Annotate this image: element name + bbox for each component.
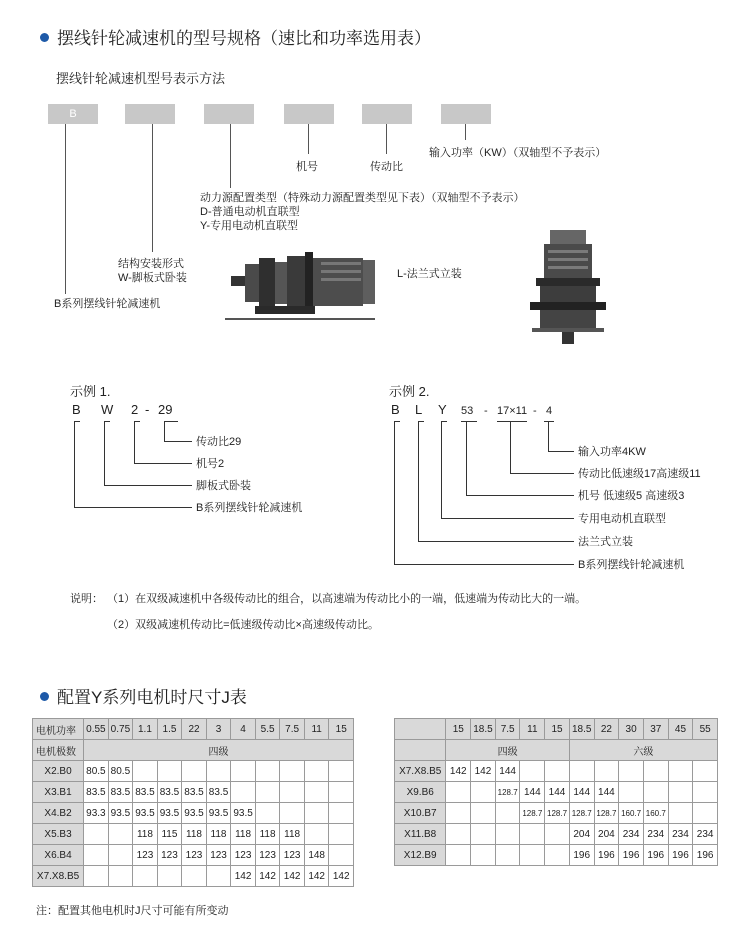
table-cell [545,824,570,845]
table-cell [594,761,619,782]
power-label: 电机功率 [33,719,84,740]
table-cell [693,803,718,824]
table-row [395,761,718,782]
poles-label: 电机极数 [33,740,84,761]
row-model: X4.B2 [33,803,84,824]
example2-code-dash1: - [484,405,488,417]
table-cell: 83.5 [108,782,133,803]
ex2-line-power-h [548,451,574,452]
table-cell: 1.1 [133,719,158,740]
table-cell [668,803,693,824]
table-row [395,845,718,866]
table-cell: 142 [446,761,471,782]
table-row [33,740,354,761]
table-cell: 142 [280,866,305,887]
ex2-line-frame-v [466,421,467,496]
table-cell [133,761,158,782]
table-cell: 142 [471,761,496,782]
connector-series [65,124,66,294]
table-cell: 93.5 [133,803,158,824]
table-cell: 196 [594,845,619,866]
table-row [33,803,354,824]
example1-code-frame: 2 [131,402,139,417]
table-cell: 128.7 [545,803,570,824]
table-cell: 123 [157,845,182,866]
table-row [33,845,354,866]
table-cell: 118 [255,824,280,845]
ex1-line-w-h [104,485,192,486]
table-cell [206,761,231,782]
ex1-line-ratio-v [164,421,165,442]
table-cell: 234 [619,824,644,845]
label-series: B系列摆线针轮减速机 [54,298,161,310]
table-row [33,866,354,887]
table-cell: 80.5 [84,761,109,782]
table-cell [471,845,496,866]
table-cell: 93.5 [157,803,182,824]
table-cell: 83.5 [206,782,231,803]
table-cell: 123 [231,845,256,866]
example2-code-frame: 53 [461,405,474,417]
horizontal-reducer-image [225,246,385,324]
table-cell [569,761,594,782]
footnote: 注：配置其他电机时J尺寸可能有所变动 [36,905,229,917]
example2-code-b: B [391,402,400,417]
label-frame: 机号 [296,161,318,173]
example2-code-y: Y [438,402,447,417]
table-cell: 18.5 [471,719,496,740]
table-cell [495,803,520,824]
table-cell: 128.7 [569,803,594,824]
example2-note-motor: 专用电动机直联型 [578,513,666,525]
example2-note-ratio: 传动比低速级17高速级11 [578,468,701,480]
table-cell [619,761,644,782]
table-cell [446,845,471,866]
label-ratio: 传动比 [370,161,403,173]
table-cell: 123 [255,845,280,866]
table-cell: 196 [619,845,644,866]
table-cell [495,824,520,845]
table-cell: 144 [520,782,545,803]
table-cell [108,866,133,887]
ex1-line-b-h [74,507,192,508]
j-table-left [32,718,354,887]
table-cell: 142 [231,866,256,887]
table-cell: 118 [133,824,158,845]
example2-code-dash2: - [533,405,537,417]
label-drive-y: Y-专用电动机直联型 [200,220,298,232]
table-cell: 160.7 [643,803,668,824]
table-cell: 3 [206,719,231,740]
ex2-line-ratio-v [510,421,511,474]
table-cell: 4 [231,719,256,740]
table-cell [329,761,354,782]
code-box-drive [204,104,254,124]
table-cell: 234 [693,824,718,845]
table-row [395,740,718,761]
table-cell [108,845,133,866]
table-cell [157,866,182,887]
ex2-line-l-v [418,421,419,542]
example1-note-ratio: 传动比29 [196,436,242,448]
ex2-line-y-tick [441,421,447,422]
table-row [395,782,718,803]
ex2-line-frame-h [466,495,574,496]
table-cell [304,803,329,824]
ex1-line-b-v [74,421,75,508]
table-cell [446,782,471,803]
poles-four: 四级 [84,740,354,761]
table-cell [495,845,520,866]
row-model: X9.B6 [395,782,446,803]
table-cell: 55 [693,719,718,740]
table-cell: 45 [668,719,693,740]
table-row [33,782,354,803]
row-model: X3.B1 [33,782,84,803]
ex1-line-w-v [104,421,105,486]
table-cell: 18.5 [569,719,594,740]
table-cell: 37 [643,719,668,740]
table-cell: 142 [255,866,280,887]
table-cell: 0.75 [108,719,133,740]
table-cell: 11 [304,719,329,740]
example2-note-frame: 机号 低速级5 高速级3 [578,490,685,502]
ex1-line-b-tick [74,421,80,422]
label-mount: 结构安装形式 [118,258,184,270]
table-cell [545,845,570,866]
table-cell: 128.7 [495,782,520,803]
table-cell [668,761,693,782]
example2-title: 示例 2. [389,384,430,399]
table-cell [84,845,109,866]
table-cell [471,803,496,824]
table-cell: 123 [133,845,158,866]
connector-drive [230,124,231,188]
ex1-line-frame-tick [134,421,140,422]
table-cell [304,761,329,782]
label-flange: L-法兰式立装 [397,268,462,280]
table-cell: 196 [668,845,693,866]
label-drive-type: 动力源配置类型（特殊动力源配置类型见下表）（双轴型不予表示） [200,192,525,204]
section-title-j-table [40,683,247,708]
table-cell: 144 [594,782,619,803]
ex2-line-b-tick [394,421,400,422]
vertical-reducer-image [522,228,614,346]
table-cell [84,866,109,887]
row-model: X7.X8.B5 [33,866,84,887]
table-cell: 83.5 [133,782,158,803]
table-cell: 7.5 [495,719,520,740]
label-power: 输入功率（KW）（双轴型不予表示） [429,147,607,159]
example1-note-mount: 脚板式卧装 [196,480,251,492]
table-cell [304,824,329,845]
table-cell [255,782,280,803]
table-cell [471,782,496,803]
ex1-line-frame-v [134,421,135,464]
row-model: X12.B9 [395,845,446,866]
example2-note-series: B系列摆线针轮减速机 [578,559,685,571]
example1-title: 示例 1. [70,384,111,399]
table-cell: 83.5 [84,782,109,803]
connector-power [465,124,466,140]
table-cell: 196 [569,845,594,866]
ex1-line-w-tick [104,421,110,422]
label-mount-w: W-脚板式卧装 [118,272,187,284]
ex2-line-l-h [418,541,574,542]
table-cell: 22 [594,719,619,740]
explain-line1: （1）在双级减速机中各级传动比的组合，以高速端为传动比小的一端，低速端为传动比大的一端。 [107,593,587,605]
table-row [33,761,354,782]
table-cell: 234 [668,824,693,845]
table-cell: 15 [329,719,354,740]
table-cell [231,761,256,782]
code-box-power [441,104,491,124]
table-cell: 7.5 [280,719,305,740]
table-cell [693,761,718,782]
table-cell: 115 [157,824,182,845]
table-cell: 234 [643,824,668,845]
table-cell: 123 [182,845,207,866]
table-cell: 93.3 [84,803,109,824]
table-cell [446,803,471,824]
table-cell [395,740,446,761]
table-cell: 144 [569,782,594,803]
table-cell [255,761,280,782]
poles-four: 四级 [446,740,569,761]
connector-mount [152,124,153,252]
ex1-line-ratio-h [164,441,192,442]
table-cell: 80.5 [108,761,133,782]
table-cell [643,782,668,803]
ex2-line-power-tick [544,421,554,422]
example1-code-dash: - [145,402,150,417]
table-cell [133,866,158,887]
table-cell [231,782,256,803]
connector-frame [308,124,309,154]
table-cell: 148 [304,845,329,866]
example1-note-frame: 机号2 [196,458,225,470]
table-cell: 93.5 [182,803,207,824]
table-cell: 83.5 [182,782,207,803]
table-row [395,719,718,740]
table-cell: 93.5 [206,803,231,824]
table-cell [619,782,644,803]
connector-ratio [386,124,387,154]
code-box-ratio [362,104,412,124]
row-model: X11.B8 [395,824,446,845]
table-cell: 142 [329,866,354,887]
table-cell [157,761,182,782]
explain-line2: （2）双级减速机传动比=低速级传动比×高速级传动比。 [107,619,379,631]
table-cell [206,866,231,887]
section-title-text: 摆线针轮减速机的型号规格（速比和功率选用表） [57,29,431,48]
table-cell [693,782,718,803]
table-cell [395,719,446,740]
table-cell: 144 [495,761,520,782]
bullet-icon [40,692,49,701]
table-cell [329,803,354,824]
code-box-frame [284,104,334,124]
code-box-mount [125,104,175,124]
table-cell: 204 [569,824,594,845]
example1-code-ratio: 29 [158,402,173,417]
table-cell: 128.7 [520,803,545,824]
table-cell [520,845,545,866]
table-cell: 1.5 [157,719,182,740]
section2-title-text: 配置Y系列电机时尺寸J表 [57,688,247,707]
example2-code-ratio: 17×11 [497,405,528,417]
table-cell [329,845,354,866]
row-model: X6.B4 [33,845,84,866]
table-cell: 128.7 [594,803,619,824]
table-cell [182,866,207,887]
explain-label: 说明： [70,593,103,605]
ex2-line-power-v [548,421,549,452]
ex2-line-l-tick [418,421,424,422]
table-cell: 83.5 [157,782,182,803]
table-cell [329,824,354,845]
row-model: X5.B3 [33,824,84,845]
table-cell: 11 [520,719,545,740]
example2-note-flange: 法兰式立装 [578,536,633,548]
ex2-line-y-v [441,421,442,519]
table-cell: 118 [231,824,256,845]
table-row [395,803,718,824]
ex2-line-b-v [394,421,395,565]
table-cell: 118 [206,824,231,845]
example2-code-l: L [415,402,423,417]
table-cell [84,824,109,845]
row-model: X7.X8.B5 [395,761,446,782]
table-cell: 123 [206,845,231,866]
table-cell: 123 [280,845,305,866]
code-box-series: B [48,104,98,124]
example2-code-power: 4 [546,405,553,417]
ex1-line-frame-h [134,463,192,464]
table-cell [280,761,305,782]
ex2-line-b-h [394,564,574,565]
table-cell [545,761,570,782]
table-cell: 30 [619,719,644,740]
table-cell [280,803,305,824]
table-cell: 142 [304,866,329,887]
row-model: X10.B7 [395,803,446,824]
example1-code-b: B [72,402,81,417]
table-cell [471,824,496,845]
table-cell [520,761,545,782]
j-table-right [394,718,718,866]
table-cell [304,782,329,803]
label-drive-d: D-普通电动机直联型 [200,206,300,218]
table-cell: 0.55 [84,719,109,740]
table-cell [643,761,668,782]
ex2-line-y-h [441,518,574,519]
table-cell [329,782,354,803]
table-cell: 22 [182,719,207,740]
bullet-icon [40,33,49,42]
table-row [395,824,718,845]
table-cell [668,782,693,803]
table-cell: 93.5 [108,803,133,824]
table-cell: 5.5 [255,719,280,740]
table-cell: 118 [280,824,305,845]
table-cell: 15 [545,719,570,740]
model-notation-subtitle: 摆线针轮减速机型号表示方法 [56,71,226,86]
section-title-model [40,24,431,49]
table-cell: 196 [693,845,718,866]
table-cell [280,782,305,803]
table-cell [520,824,545,845]
row-model: X2.B0 [33,761,84,782]
table-row [33,824,354,845]
table-cell [182,761,207,782]
table-row [33,719,354,740]
example1-note-series: B系列摆线针轮减速机 [196,502,303,514]
table-cell: 160.7 [619,803,644,824]
example2-note-power: 输入功率4KW [578,446,646,458]
ex2-line-frame-tick [461,421,477,422]
ex2-line-ratio-h [510,473,574,474]
table-cell: 204 [594,824,619,845]
table-cell: 118 [182,824,207,845]
table-cell: 196 [643,845,668,866]
table-cell [446,824,471,845]
ex1-line-ratio-tick [164,421,178,422]
table-cell: 144 [545,782,570,803]
table-cell: 15 [446,719,471,740]
table-cell: 93.5 [231,803,256,824]
ex2-line-ratio-tick [497,421,527,422]
poles-six: 六级 [569,740,717,761]
table-cell [255,803,280,824]
example1-code-w: W [101,402,114,417]
table-cell [108,824,133,845]
